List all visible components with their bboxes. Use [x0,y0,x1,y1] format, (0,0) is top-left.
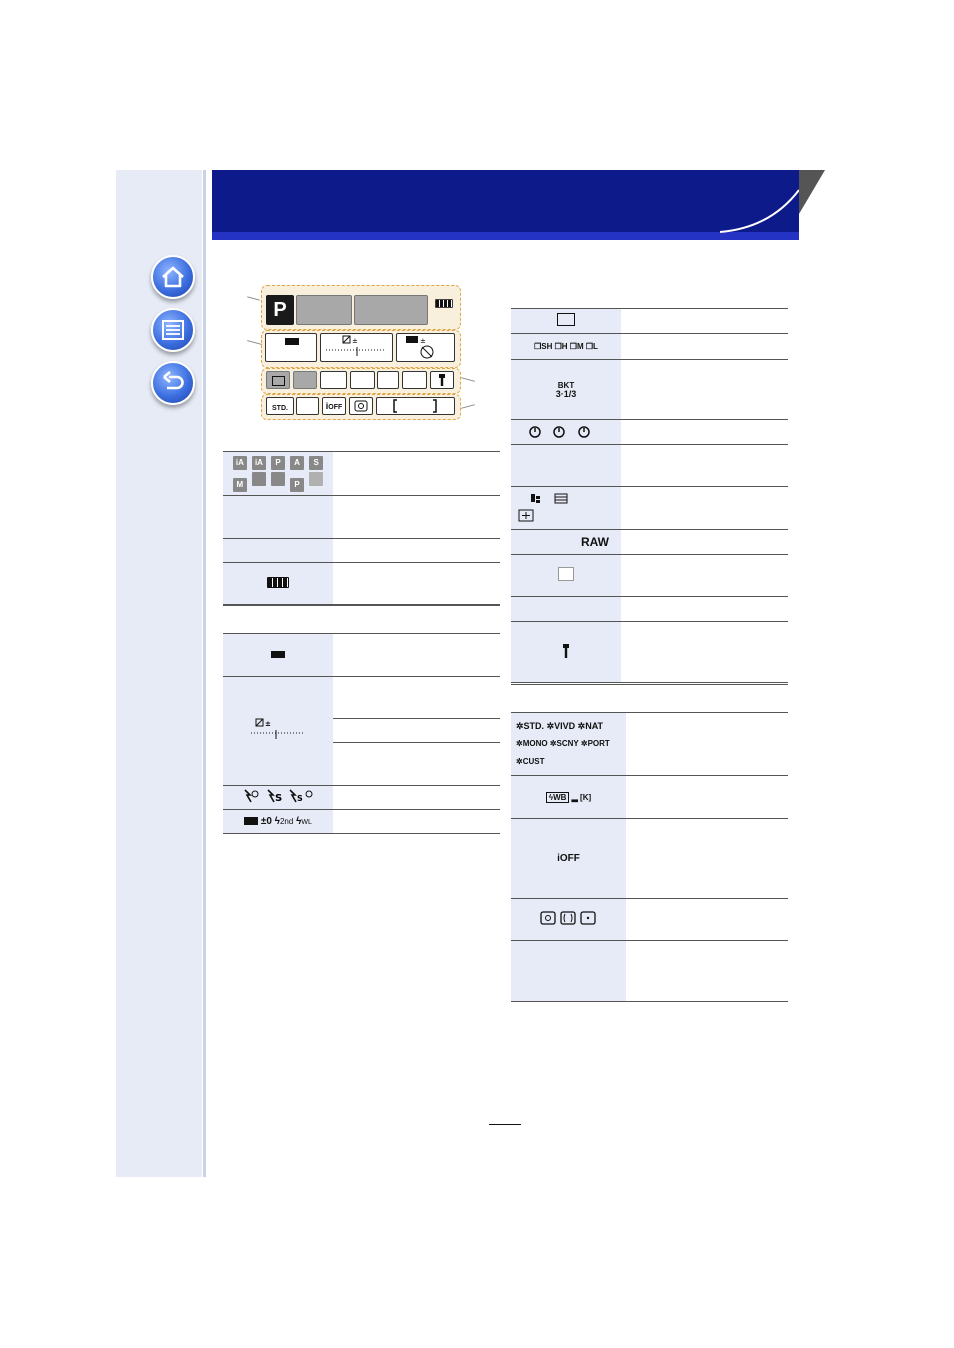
burst-sh-icon: ❐SH [534,342,553,351]
af-bracket-icon [377,398,453,414]
table-row [223,606,500,634]
svg-text:S: S [297,794,303,803]
info-cell-1 [296,295,352,325]
table-row [223,539,500,563]
style-std-icon: ✲STD. [516,721,545,731]
table-row: ±0 ϟ2nd ϟWL [223,810,500,834]
flash-wb-icon: ϟWB [546,792,570,803]
table-row [511,899,788,941]
style-cell: STD. [266,397,294,415]
ioff-label: iOFF [511,819,626,899]
table-row [511,487,788,530]
self-timer-icon [526,423,606,439]
svg-text:±: ± [265,719,271,728]
table-row [223,786,500,810]
table-row [511,334,788,360]
table-row [511,597,788,622]
flash-comp-icon [244,817,258,825]
page-number-underline [489,1124,521,1125]
mode-m-icon: M [233,478,247,492]
exposure-scale-icon [321,334,391,360]
cell-4-2 [296,397,319,415]
battery-icon [267,577,289,588]
focus-cell [350,371,375,389]
svg-text:±: ± [352,337,358,345]
back-arrow-icon [161,371,185,395]
metering-cell [265,333,317,362]
svg-text:±: ± [420,337,426,345]
table-row [223,634,500,677]
af-area-cell [376,397,455,415]
mode-a-icon: A [290,456,304,470]
screen-diagram [258,285,464,421]
style-nat-icon: ✲NAT [577,721,604,731]
table-row [511,622,788,683]
flash-wl-label: WL [301,819,312,826]
aspect-cell [377,371,399,389]
table-row [511,685,788,713]
mode-scene-icon [309,472,323,486]
style-vivd-icon: ✲VIVD [546,721,576,731]
ioff-cell: iOFF [322,397,346,415]
bkt-value: 3·1/3 [555,388,577,399]
back-button[interactable] [151,361,195,405]
flash-modes-icon [242,789,314,803]
right-reference-table [511,308,788,683]
burst-h-icon: ❐H [554,342,568,351]
custom-cell [430,371,454,389]
table-row [511,713,788,776]
style-port-icon: ✲PORT [580,739,610,748]
table-row [511,360,788,420]
mode-s-icon: S [309,456,323,470]
left-reference-table-2 [223,605,500,834]
white-balance-icon: ▂ [571,792,578,802]
info-cell-2 [354,295,428,325]
description-cell [333,452,500,496]
mode-custom-icon [271,472,285,486]
single-shot-icon [557,313,575,326]
style-scny-icon: ✲SCNY [549,739,579,748]
home-icon [161,265,185,289]
bkt-label: BKT [557,380,575,390]
table-row [511,309,788,334]
flash-2nd-label: 2nd [279,817,294,826]
battery-icon [435,299,453,308]
menu-button[interactable] [151,308,195,352]
flash-off-icon [397,334,453,361]
burst-l-icon: ❐L [585,342,598,351]
mode-movie-icon [252,472,266,486]
metering-bar-icon [271,651,285,658]
mode-icon: P [266,295,294,325]
exposure-cell [320,333,393,362]
table-row [511,445,788,487]
table-row [511,420,788,445]
mode-panorama-icon: P [290,478,304,492]
style-cust-icon: ✲CUST [516,757,545,766]
table-row [223,452,500,496]
wrench-icon [431,372,453,388]
metering-modes-icon [539,911,599,925]
metering-icon [350,398,372,414]
exposure-scale-icon [248,717,308,743]
svg-text:S: S [275,793,283,803]
raw-label: RAW [511,530,621,555]
metering-mode-cell [349,397,373,415]
left-reference-table [223,451,500,605]
table-row [511,776,788,819]
size-cell [402,371,427,389]
table-row [223,496,500,539]
wrench-icon [560,643,572,659]
burst-m-icon: ❐M [569,342,584,351]
flash-cell [396,333,455,362]
mode-icons-cell [223,452,333,496]
mode-p-icon: P [271,456,285,470]
sidebar-divider [203,170,206,1177]
aspect-icon [558,567,574,581]
list-icon [161,318,185,342]
table-row [511,555,788,597]
home-button[interactable] [151,255,195,299]
page-corner [799,170,825,214]
cell-grey-2 [293,371,317,389]
af-cell [320,371,347,389]
style-mono-icon: ✲MONO [516,739,548,748]
banner-wave [700,170,800,240]
right-reference-table-2 [511,684,788,1002]
table-row [511,941,788,1002]
flash-comp-value: ±0 [260,816,272,827]
af-mode-icons [517,491,587,523]
mode-ia-icon: iA [233,456,247,470]
mode-ia-plus-icon: iA [252,456,266,470]
kelvin-icon: [K] [580,792,592,802]
table-row [223,563,500,605]
table-row [511,819,788,899]
table-row [511,530,788,555]
table-row [223,677,500,719]
drive-cell [266,371,290,389]
